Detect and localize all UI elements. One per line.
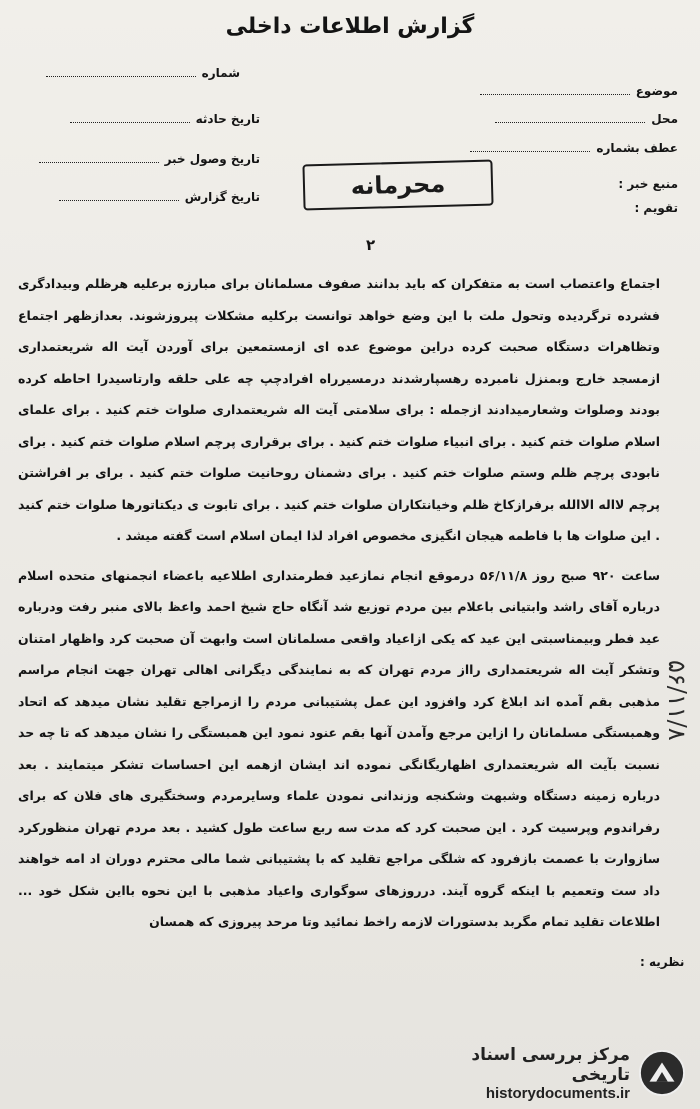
archive-logo-icon <box>638 1048 686 1098</box>
field-blank <box>59 190 179 201</box>
field-label: عطف بشماره <box>596 141 678 155</box>
field-blank <box>70 112 190 123</box>
field-blank <box>39 152 159 163</box>
field-location <box>495 112 678 126</box>
field-blank <box>495 112 645 123</box>
page-title: گزارش اطلاعات داخلی <box>225 14 475 39</box>
watermark <box>416 1045 686 1101</box>
watermark-text <box>416 1045 630 1102</box>
field-reference <box>470 141 678 155</box>
field-number <box>46 66 240 80</box>
report-paragraph: اجتماع واعتصاب است به متفکران که باید بدانند صفوف مسلمانان برای مبارزه برعلیه هرظلم وبیدادگری فشرده ترگردیده وتحول ملت با این وضع خواهد توانست برکلیه مشکلات پیروزشوند. بعدازظهر اجتماع وتظاهرات دستگاه صحبت کرده دراین موضوع عده ای ازمستمعین برای آوردن آیت اله شریعتمداری ازمسجد خارج وبمنزل نامبرده رهسپارشدند درمسیرراه افرادچپ چه علی حلقه وارتاسیدرا احاطه کرده بودند وصلوات وشعارمیدادند ازجمله : برای سلامتی آیت اله شریعتمداری صلوات ختم کنید . برای علمای اسلام صلوات ختم کنید . برای انبیاء صلوات ختم کنید . برای برقراری پرچم اسلام صلوات ختم کنید . برای نابودی پرچم ظلم وستم صلوات ختم کنید . برای دشمنان روحانیت صلوات ختم کنید . برای بر افراشتن پرچم لااله الاالله برفرازکاخ ظلم وخیانتکاران صلوات ختم کنید . برای تابوت ی دیکتاتورها صلوات ختم کنید . این صلوات ها با فاطمه هیجان انگیزی مخصوص افراد لذا ایمان اسلام است گفته میشد . <box>18 276 660 543</box>
field-label: تاریخ وصول خبر <box>164 152 260 166</box>
field-label: محل <box>651 112 678 126</box>
watermark-url: historydocuments.ir <box>485 1084 631 1102</box>
confidential-stamp: محرمانه <box>302 160 493 211</box>
field-source <box>618 177 678 191</box>
field-subject <box>480 84 678 98</box>
field-label: منبع خبر : <box>618 177 678 191</box>
field-label: موضوع <box>635 84 678 98</box>
field-blank <box>480 84 630 95</box>
field-report-date <box>59 190 260 204</box>
handwritten-margin-note: ۵۶/۱۱/۸ <box>663 660 691 741</box>
field-label: تقویم : <box>634 201 678 215</box>
field-label: شماره <box>201 66 240 80</box>
watermark-name: مرکز بررسی اسناد تاریخی <box>471 1044 631 1085</box>
field-label: تاریخ گزارش <box>184 190 260 204</box>
page-number: ۲ <box>366 236 376 254</box>
report-body <box>18 268 660 938</box>
field-blank <box>46 66 196 77</box>
side-label-opinion: نظریه : <box>640 955 685 969</box>
field-blank <box>470 141 590 152</box>
field-received-date <box>39 152 260 166</box>
field-incident-date <box>70 112 260 126</box>
field-calendar <box>634 201 678 215</box>
report-paragraph: ساعت ۹۲۰ صبح روز ۵۶/۱۱/۸ درموقع انجام نمازعید فطرمتداری اطلاعیه باعضاء انجمنهای متحده اسلام درباره آقای راشد وابتیانی باعلام بین مردم توزیع شد آنگاه حاج شیخ احمد واعظ بالای منبر رفت ودرباره عید فطر وبیمناسبتی این عید که یکی ازاعیاد واقعی مسلمانان است وابهت آن صحبت کرد واظهار امتنان وتشکر آیت اله شریعتمداری رااز مردم تهران که به نمایندگی دیگرانی اهالی تهران جهت انجام مراسم مذهبی بقم آمده اند ابلاغ کرد وافزود این عمل پشتیبانی مردم را ازمراجع تقلید نشان میدهد که اتحاد وهمبستگی مسلمانان را ازاین مرجع وآمدن آنها بقم عنود نمود این همبستگی را نشان میدهد که تا چه حد نسبت بآیت اله شریعتمداری اظهاریگانگی نموده اند ایشان ازهمه این احساسات تشکر میتمایند . بعد درباره زمینه دستگاه وشبهت وشکنجه وزندانی نمودن علماء وسایرمردم وسختگیری های فلان که برای رفراندوم وپرسیت کرد . این صحبت کرد که مدت سه ربع ساعت طول کشید . بعد مردم تهران منظورکرد سازوارت با عصمت بازفرود که شلگی مراجع تقلید که با پشتیبانی شما مالی محترم دوران اد امه خواهند داد ست وتعمیم با اینکه گروه آیند. درروزهای سوگواری واعیاد مذهبی با این نحوه بااین شکل خود ... اطلاعات تقلید تمام مگربد بدستورات لازمه راخط نمائید وتا مرحد پیروزی که همسان <box>18 567 661 929</box>
field-label: تاریخ حادثه <box>195 112 260 126</box>
